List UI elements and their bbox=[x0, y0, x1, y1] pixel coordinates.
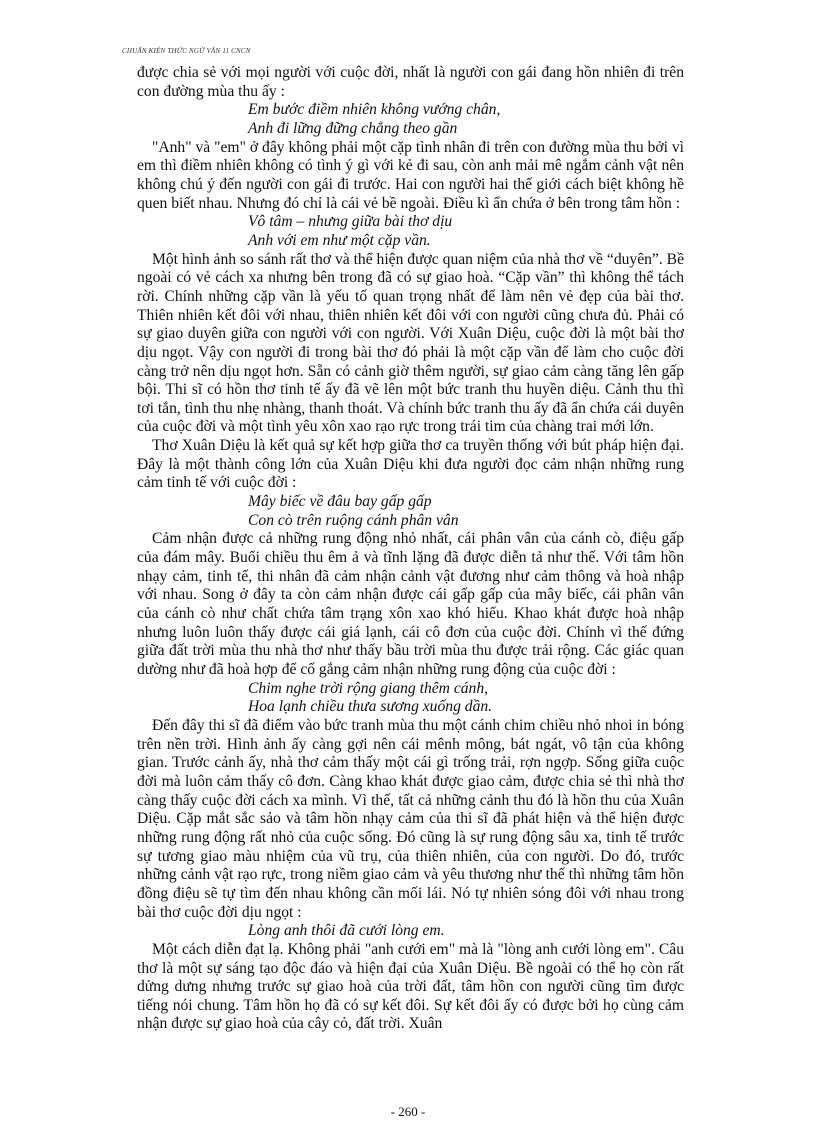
verse-line: Hoa lạnh chiều thưa sương xuống dần. bbox=[248, 698, 493, 716]
verse-line: Lòng anh thôi đã cưới lòng em. bbox=[248, 922, 445, 940]
verse-quote bbox=[137, 680, 684, 717]
verse-line: Con cò trên ruộng cánh phân vân bbox=[248, 511, 459, 529]
verse-line: Em bước điềm nhiên không vướng chân, bbox=[248, 101, 501, 119]
body-text bbox=[137, 64, 684, 1034]
verse-quote bbox=[137, 493, 684, 530]
paragraph: "Anh" và "em" ở đây không phải một cặp tình nhân đi trên con đường mùa thu bởi vì em thì điềm nhiên không có tình ý gì với kẻ đi sau, còn anh mải mê ngắm cảnh vật nên không chú ý đến người con gái đi trước. Hai con người hai thế giới cách biệt không hề quen biết nhau. Nhưng đó chỉ là cái vẻ bề ngoài. Điều kì ẩn chứa ở bên trong tâm hồn : bbox=[137, 138, 684, 212]
page-number: - 260 - bbox=[390, 1104, 426, 1119]
verse-quote bbox=[137, 922, 684, 941]
verse-line: Vô tâm – nhưng giữa bài thơ dịu bbox=[248, 213, 453, 231]
running-header: CHUẨN KIẾN THỨC NGỮ VĂN 11 CNCN bbox=[122, 47, 251, 55]
paragraph: Một cách diễn đạt lạ. Không phải "anh cưới em" mà là "lòng anh cưới lòng em". Câu thơ là một sự sáng tạo độc đáo và hiện đại của Xuân Diệu. Bề ngoài có thể họ còn rất dửng dưng nhưng trước sự giao hoà của trời đất, tâm hồn con người cũng tìm được tiếng nói chung. Tâm hồn họ đã có sự kết đôi. Sự kết đôi ấy có được bởi họ cùng cảm nhận được sự giao hoà của cây cỏ, đất trời. Xuân bbox=[137, 940, 684, 1033]
paragraph: Cảm nhận được cả những rung động nhỏ nhất, cái phân vân của cánh cò, điệu gấp của đám mây. Buổi chiều thu êm ả và tĩnh lặng đã được diễn tả như thế. Với tâm hồn nhạy cảm, tinh tế, thi nhân đã cảm nhận cảnh vật đương như cảm thông và hoà nhập với nhau. Song ở đây ta còn cảm nhận được cái gấp gấp của mây biếc, cái phân vân của cánh cò như chất chứa tâm trạng xôn xao khó hiểu. Khao khát được hoà nhập nhưng luôn luôn thấy được cái giá lạnh, cái cô đơn của cuộc đời. Chính vì thế đứng giữa đất trời mùa thu nhà thơ như thấy bầu trời mùa thu được trải rộng. Các giác quan dường như đã hoà hợp để cố gắng cảm nhận những rung động của cuộc đời : bbox=[137, 530, 684, 678]
verse-line: Anh với em như một cặp vần. bbox=[248, 231, 431, 249]
verse-line: Mây biếc về đâu bay gấp gấp bbox=[248, 493, 432, 511]
paragraph: Thơ Xuân Diệu là kết quả sự kết hợp giữa thơ ca truyền thống với bút pháp hiện đại. Đây là một thành công lớn của Xuân Diệu khi đưa người đọc cảm nhận những rung cảm tinh tế với cuộc đời : bbox=[137, 437, 684, 492]
verse-quote bbox=[137, 101, 684, 138]
verse-line: Anh đi lững đững chẳng theo gần bbox=[248, 119, 458, 137]
verse-line: Chim nghe trời rộng giang thêm cánh, bbox=[248, 679, 489, 697]
paragraph: Đến đây thi sĩ đã điểm vào bức tranh mùa thu một cánh chim chiều nhỏ nhoi in bóng trên nền trời. Hình ảnh ấy càng gợi nên cái mênh mông, bát ngát, vô tận của không gian. Trước cảnh ấy, nhà thơ cảm thấy một cái gì trống trải, rợn ngợp. Sống giữa cuộc đời mà luôn cảm thấy cô đơn. Càng khao khát được giao cảm, được chia sẻ thì nhà thơ càng thấy cuộc đời cách xa mình. Vì thế, tất cả những cảnh thu đó là hồn thu của Xuân Diệu. Cặp mắt sắc sảo và tâm hồn nhạy cảm của thi sĩ đã phát hiện và thể hiện được những rung động rất nhỏ của cuộc sống. Đó cũng là sự rung động sâu xa, tinh tế trước sự tương giao màu nhiệm của vũ trụ, của thiên nhiên, của con người. Do đó, trước những cảnh vật rạo rực, trong niềm giao cảm và yêu thương như thế thì những tâm hồn đồng điệu sẽ tự tìm đến nhau không cần mối lái. Nó tự nhiên sóng đôi với nhau trong bài thơ cuộc đời dịu ngọt : bbox=[137, 716, 684, 921]
verse-quote bbox=[137, 213, 684, 250]
paragraph-continuation: được chia sẻ với mọi người với cuộc đời, nhất là người con gái đang hồn nhiên đi trên con đường mùa thu ấy : bbox=[137, 64, 684, 100]
paragraph: Một hình ảnh so sánh rất thơ và thể hiện được quan niệm của nhà thơ về “duyên”. Bề ngoài có vẻ cách xa nhưng bên trong đã có sự giao hoà. “Cặp vần” thì không thể tách rời. Chính những cặp vần là yếu tố quan trọng nhất để làm nên vẻ đẹp của bài thơ. Thiên nhiên kết đôi với nhau, thiên nhiên kết đôi với con người cũng chưa đủ. Phải có sự giao duyên giữa con người với con người. Với Xuân Diệu, cuộc đời là một bài thơ dịu ngọt. Vậy con người đi trong bài thơ đó phải là một cặp vần để làm cho cuộc đời càng trở nên dịu ngọt hơn. Sẵn có cảnh giờ thêm người, sự giao cảm càng tăng lên gấp bội. Thi sĩ có hồn thơ tinh tế ấy đã vẽ lên một bức tranh thu huyền diệu. Cảnh thu thì tơi tắn, tình thu nhẹ nhàng, thanh thoát. Và chính bức tranh thu ấy đã ẩn chứa cái duyên của cuộc đời và một tình yêu xôn xao rạo rực trong trái tim của chàng trai mới lớn. bbox=[137, 250, 684, 436]
